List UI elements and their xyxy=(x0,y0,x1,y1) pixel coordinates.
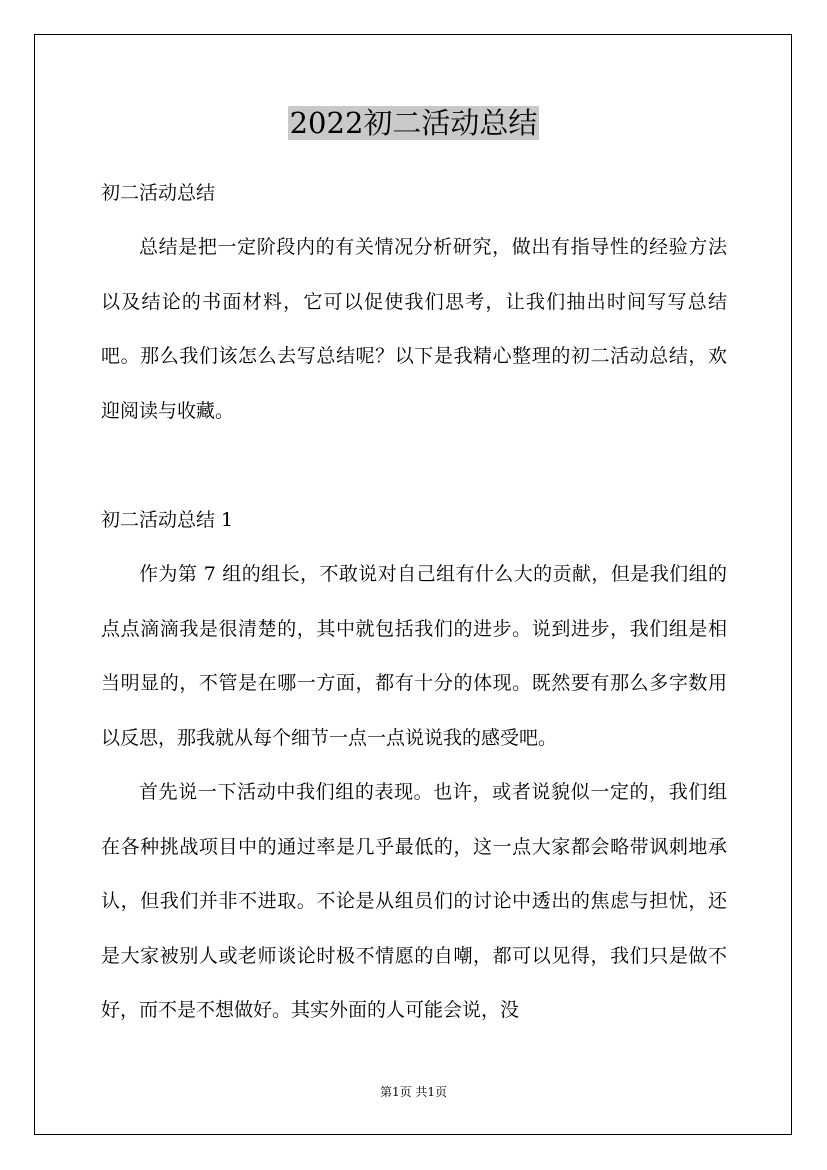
page-number: 第1页 共1页 xyxy=(379,1085,448,1099)
section1-heading: 初二活动总结 1 xyxy=(101,509,234,531)
section1-body xyxy=(101,547,727,1038)
intro-heading: 初二活动总结 xyxy=(101,182,216,204)
document-title xyxy=(0,104,827,142)
page-footer xyxy=(0,1083,827,1100)
section1-paragraph-2: 首先说一下活动中我们组的表现。也许，或者说貌似一定的，我们组在各种挑战项目中的通过率是几乎最低的，这一点大家都会略带讽刺地承认，但我们并非不进取。不论是从组员们的讨论中透出的焦虑与担忧，还是大家被别人或老师谈论时极不情愿的自嘲，都可以见得，我们只是做不好，而不是不想做好。其实外面的人可能会说，没 xyxy=(101,781,727,1021)
section1-paragraph-1: 作为第 7 组的组长，不敢说对自己组有什么大的贡献，但是我们组的点点滴滴我是很清楚的，其中就包括我们的进步。说到进步，我们组是相当明显的，不管是在哪一方面，都有十分的体现。既然要有那么多字数用以反思，那我就从每个细节一点一点说说我的感受吧。 xyxy=(101,563,727,749)
title-text: 2022初二活动总结 xyxy=(289,106,538,140)
intro-paragraph: 总结是把一定阶段内的有关情况分析研究，做出有指导性的经验方法以及结论的书面材料，它可以促使我们思考，让我们抽出时间写写总结吧。那么我们该怎么去写总结呢？以下是我精心整理的初二活动总结，欢迎阅读与收藏。 xyxy=(101,236,727,422)
intro-section xyxy=(101,220,727,438)
